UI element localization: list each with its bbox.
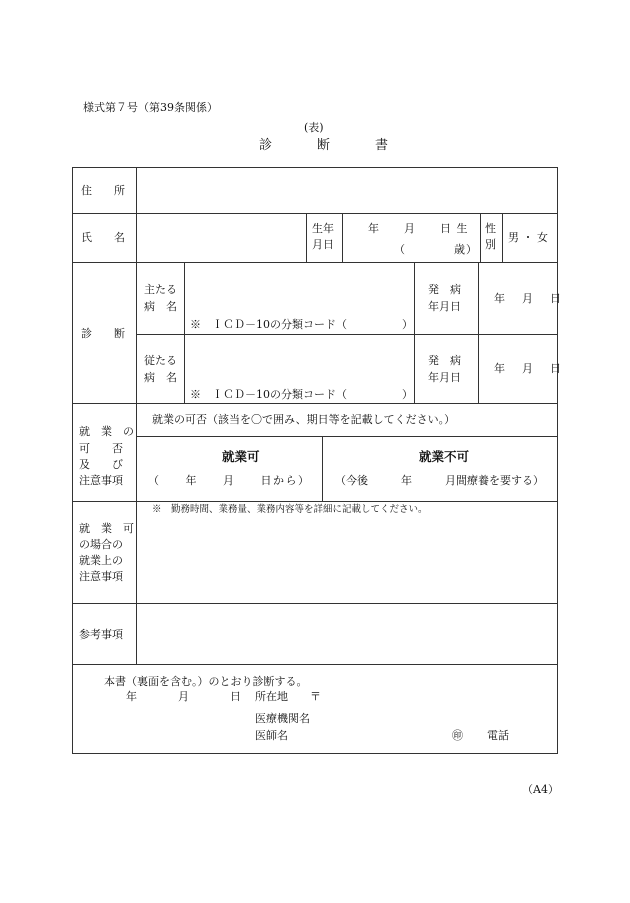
work-ng-option[interactable]: 就業不可 — [419, 449, 470, 464]
work-ok-detail[interactable]: （ 年 月 日から） — [148, 474, 311, 487]
sub-disease-label-2: 病 名 — [144, 371, 177, 384]
location-label: 所在地 〒 — [255, 690, 321, 703]
form-number: 様式第７号（第39条関係） — [83, 101, 218, 114]
work-possibility-label-4: 注意事項 — [79, 474, 123, 487]
main-icd-note[interactable]: ※ ＩＣＤ－10の分類コード（ ） — [190, 318, 413, 331]
work-notes-label-4: 注意事項 — [79, 570, 123, 583]
side-marker: (表) — [304, 121, 324, 134]
work-ok-option[interactable]: 就業可 — [222, 449, 260, 464]
sub-onset-label-2: 年月日 — [428, 371, 461, 384]
age-value[interactable]: （ 歳） — [394, 243, 478, 256]
sub-disease-field[interactable] — [186, 336, 412, 384]
form-table — [72, 167, 564, 754]
name-label: 氏 名 — [81, 231, 125, 244]
sex-value[interactable]: 男 ・ 女 — [508, 231, 548, 244]
name-field[interactable] — [138, 215, 304, 261]
sex-label-1: 性 — [485, 222, 496, 235]
work-possibility-label-1: 就 業 の — [79, 425, 134, 438]
address-field[interactable] — [138, 169, 555, 212]
paper-size: （A4） — [522, 783, 559, 796]
page-title: 診 断 書 — [259, 138, 405, 153]
work-possibility-label-3: 及 び — [79, 458, 123, 471]
diagnosis-statement: 本書（裏面を含む。）のとおり診断する。 — [104, 675, 308, 688]
main-disease-field[interactable] — [186, 264, 412, 312]
work-notes-label-3: 就業上の — [79, 554, 123, 567]
main-onset-label-1: 発 病 — [428, 283, 461, 296]
main-disease-label-1: 主たる — [144, 283, 177, 296]
sub-onset-label-1: 発 病 — [428, 354, 461, 367]
doctor-label: 医師名 — [255, 729, 288, 742]
work-notes-label-1: 就 業 可 — [79, 522, 134, 535]
main-onset-value[interactable]: 年 月 日 — [494, 292, 564, 305]
work-possibility-instruction: 就業の可否（該当を〇で囲み、期日等を記載してください。） — [152, 413, 456, 426]
phone-label: 電話 — [487, 729, 509, 742]
reference-label: 参考事項 — [79, 628, 123, 641]
work-notes-field[interactable] — [138, 519, 555, 601]
institution-label: 医療機関名 — [255, 712, 310, 725]
date-field[interactable]: 年 月 日 — [126, 690, 243, 703]
sub-icd-note[interactable]: ※ ＩＣＤ－10の分類コード（ ） — [190, 388, 413, 401]
main-disease-label-2: 病 名 — [144, 300, 177, 313]
main-onset-label-2: 年月日 — [428, 300, 461, 313]
work-notes-label-2: の場合の — [79, 538, 123, 551]
sex-label-2: 別 — [485, 238, 496, 251]
sub-disease-label-1: 従たる — [144, 354, 177, 367]
birth-date-value[interactable]: 年 月 日 生 — [368, 222, 469, 235]
work-ng-detail[interactable]: （今後 年 月間療養を要する） — [335, 474, 544, 487]
sub-onset-value[interactable]: 年 月 日 — [494, 362, 564, 375]
work-notes-instruction: ※ 勤務時間、業務量、業務内容等を詳細に記載してください。 — [152, 504, 428, 515]
birth-label-2: 月日 — [312, 238, 334, 251]
seal-mark: ㊞ — [452, 729, 463, 742]
birth-label-1: 生年 — [312, 222, 334, 235]
reference-field[interactable] — [138, 605, 555, 662]
diagnosis-label: 診 断 — [81, 327, 125, 340]
address-label: 住 所 — [81, 184, 125, 197]
work-possibility-label-2: 可 否 — [79, 442, 123, 455]
